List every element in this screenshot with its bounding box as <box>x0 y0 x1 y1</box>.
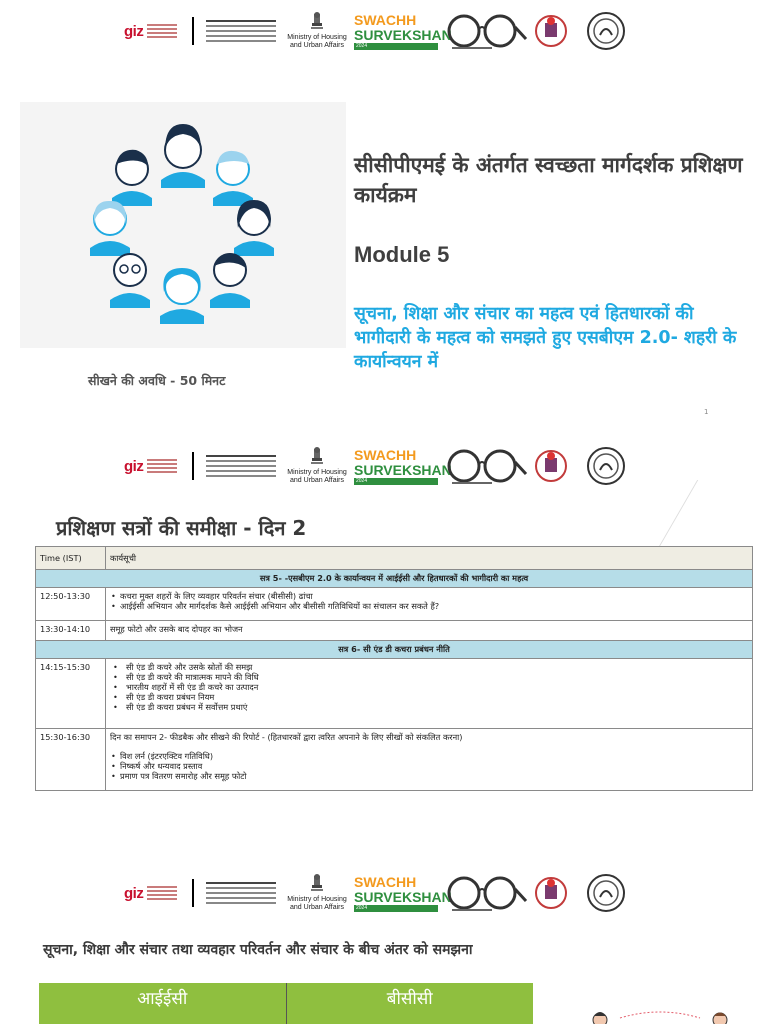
person-icon <box>90 201 130 256</box>
bmu-logo <box>192 871 276 915</box>
giz-logo: giz <box>124 446 188 486</box>
slide-subtitle: सूचना, शिक्षा और संचार का महत्व एवं हितधारकों की भागीदारी के महत्व को समझते हुए एसबीएम 2.0- शहरी के कार्यान्वयन में <box>354 304 737 372</box>
person-icon <box>213 151 253 206</box>
uttar-pradesh-seal-icon <box>586 11 626 51</box>
agenda-table <box>35 546 753 791</box>
table-header-row <box>36 547 753 570</box>
list-item: • विश लर्न (इंटरएक्टिव गतिविधि) <box>110 751 748 761</box>
slide-title: सूचना, शिक्षा और संचार तथा व्यवहार परिवर्तन और संचार के बीच अंतर को समझना <box>43 942 473 958</box>
swachh-bharat-seal-icon <box>534 873 568 913</box>
agenda-cell <box>106 729 753 791</box>
person-icon <box>234 200 274 256</box>
swachh-bharat-seal-icon <box>534 446 568 486</box>
list-item: • सी एंड डी कचरे की मात्रात्मक मापने की विधि <box>110 672 748 682</box>
table-row <box>36 729 753 791</box>
person-icon <box>210 254 250 308</box>
list-item: • सी एंड डी कचरा प्रबंधन में सर्वोत्तम प्रथाएं <box>110 702 748 712</box>
agenda-cell: समूह फोटो और उसके बाद दोपहर का भोजन <box>106 621 753 641</box>
uttar-pradesh-seal-icon <box>586 873 626 913</box>
agenda-text: दिन का समापन 2- फीडबैक और सीखने की रिपोर्ट - (हितधारकों द्वारा त्वरित अपनाने के लिए सीखों को संकलित करना) <box>110 732 463 742</box>
bmu-logo <box>192 9 276 53</box>
swachh-bharat-glasses-icon <box>442 444 528 488</box>
swachh-survekshan-logo: SWACHH SURVEKSHAN 2024 <box>354 446 452 484</box>
time-cell: 15:30-16:30 <box>36 729 106 791</box>
swachh-bharat-seal-icon <box>534 11 568 51</box>
mohua-logo: Ministry of Housing and Urban Affairs <box>282 447 352 485</box>
list-item: • प्रमाण पत्र वितरण समारोह और समूह फोटो <box>110 771 748 781</box>
national-emblem-icon <box>309 874 325 894</box>
national-emblem-icon <box>309 447 325 467</box>
comparison-header <box>39 983 533 1024</box>
mohua-logo: Ministry of Housing and Urban Affairs <box>282 12 352 50</box>
giz-logo: giz <box>124 873 188 913</box>
agenda-cell <box>106 588 753 621</box>
table-row <box>36 621 753 641</box>
person-icon <box>110 254 150 308</box>
swachh-bharat-glasses-icon <box>442 9 528 53</box>
giz-logo: giz <box>124 11 188 51</box>
person-icon <box>161 124 205 188</box>
table-row <box>36 659 753 729</box>
module-label: Module 5 <box>354 242 450 267</box>
iec-column-header: आईईसी <box>137 989 188 1009</box>
uttar-pradesh-seal-icon <box>586 446 626 486</box>
header-cell-time: Time (IST) <box>36 547 106 570</box>
agenda-cell <box>106 659 753 729</box>
list-item: • निष्कर्ष और धन्यवाद प्रस्ताव <box>110 761 748 771</box>
list-item: • सी एंड डी कचरे और उसके स्रोतों की समझ <box>110 662 748 672</box>
session-title: सत्र 5- -एसबीएम 2.0 के कार्यान्वयन में आईईसी और हितधारकों की भागीदारी का महत्व <box>36 570 753 588</box>
slide-title: सीसीपीएमई के अंतर्गत स्वच्छता मार्गदर्शक प्रशिक्षण कार्यक्रम <box>354 153 743 207</box>
table-row <box>36 588 753 621</box>
logo-strip <box>118 0 648 62</box>
header-cell-agenda: कार्यसूची <box>106 547 753 570</box>
session-row <box>36 570 753 588</box>
people-circle-illustration <box>20 102 346 348</box>
mohua-logo: Ministry of Housing and Urban Affairs <box>282 874 352 912</box>
learning-duration: सीखने की अवधि - 50 मिनट <box>88 373 226 388</box>
list-item: • आईईसी अभियान और मार्गदर्शक कैसे आईईसी अभियान और बीसीसी गतिविधियों का संचालन कर सकते हैं? <box>110 601 748 611</box>
logo-strip <box>118 435 648 497</box>
page-number: 1 <box>704 408 709 416</box>
list-item: • कचरा मुक्त शहरों के लिए व्यवहार परिवर्तन संचार (बीसीसी) ढांचा <box>110 591 748 601</box>
list-item: • भारतीय शहरों में सी एंड डी कचरे का उत्पादन <box>110 682 748 692</box>
swachh-survekshan-logo: SWACHH SURVEKSHAN 2024 <box>354 11 452 49</box>
logo-strip <box>118 862 648 924</box>
bmu-logo <box>192 444 276 488</box>
time-cell: 12:50-13:30 <box>36 588 106 621</box>
people-illustration <box>580 1004 740 1024</box>
session-row <box>36 641 753 659</box>
person-icon <box>112 150 152 206</box>
slide-title: प्रशिक्षण सत्रों की समीक्षा - दिन 2 <box>56 516 307 540</box>
swachh-bharat-glasses-icon <box>442 871 528 915</box>
national-emblem-icon <box>309 12 325 32</box>
swachh-survekshan-logo: SWACHH SURVEKSHAN 2024 <box>354 873 452 911</box>
time-cell: 13:30-14:10 <box>36 621 106 641</box>
list-item: • सी एंड डी कचरा प्रबंधन नियम <box>110 692 748 702</box>
person-icon <box>160 268 204 324</box>
time-cell: 14:15-15:30 <box>36 659 106 729</box>
session-title: सत्र 6- सी एंड डी कचरा प्रबंधन नीति <box>36 641 753 659</box>
bcc-column-header: बीसीसी <box>286 983 534 1024</box>
